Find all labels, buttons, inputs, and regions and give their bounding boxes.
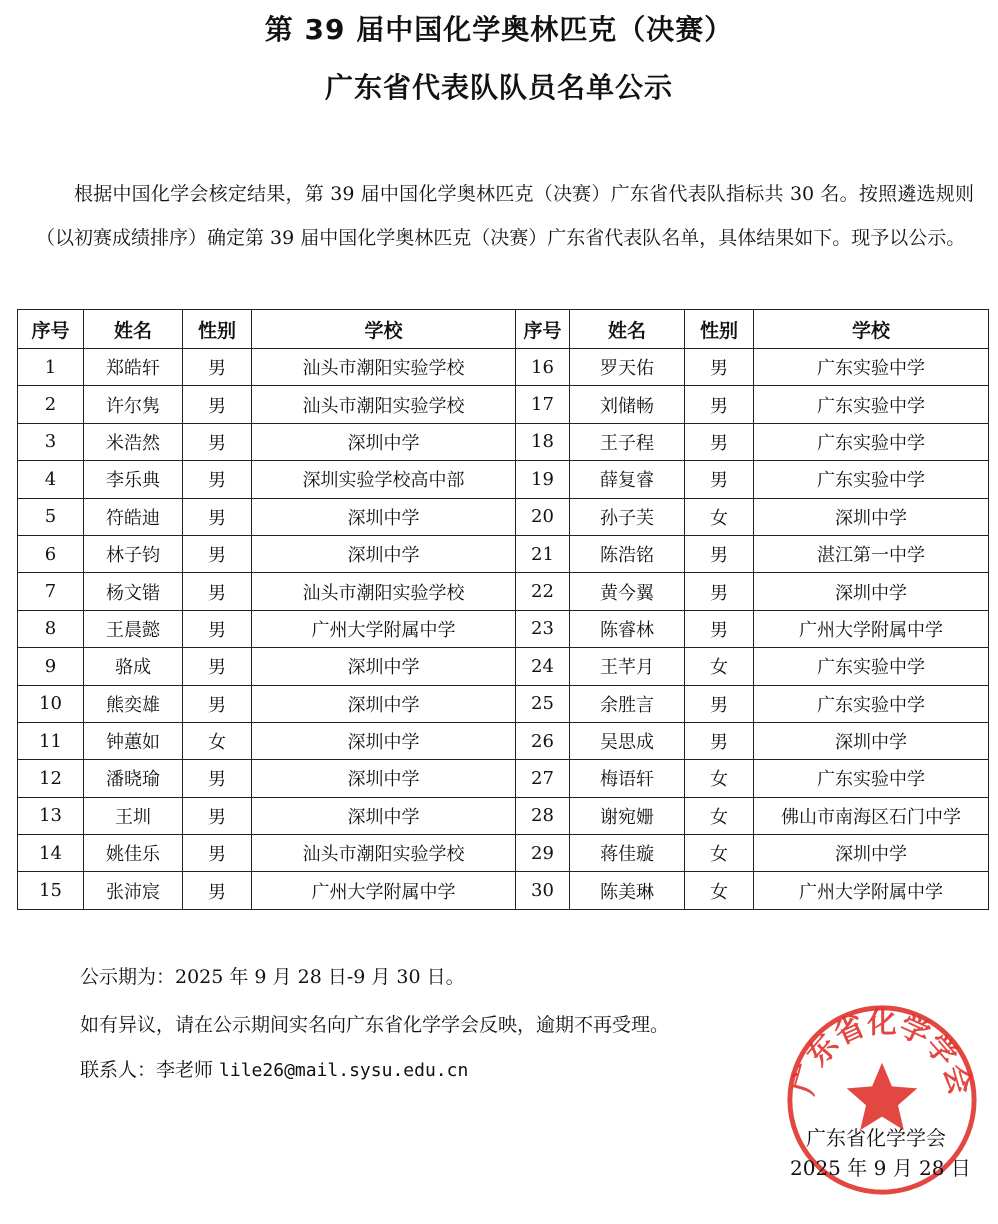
header-name-right: 姓名 (570, 310, 685, 349)
cell-index: 29 (516, 835, 570, 872)
intro-paragraph: 根据中国化学会核定结果，第 39 届中国化学奥林匹克（决赛）广东省代表队指标共 30 名。按照遴选规则（以初赛成绩排序）确定第 39 届中国化学奥林匹克（决赛）广东省代表队名单，具体结果如下。现予以公示。 (36, 183, 974, 249)
cell-index: 24 (516, 648, 570, 685)
cell-name: 陈睿林 (570, 610, 685, 647)
cell-school: 深圳中学 (754, 835, 989, 872)
cell-name: 林子钧 (84, 535, 183, 572)
cell-gender: 男 (183, 535, 252, 572)
cell-gender: 男 (183, 797, 252, 834)
cell-school: 深圳中学 (252, 423, 516, 460)
cell-gender: 男 (685, 461, 754, 498)
cell-index: 8 (18, 610, 84, 647)
cell-school: 深圳中学 (754, 722, 989, 759)
cell-gender: 女 (685, 797, 754, 834)
cell-index: 17 (516, 386, 570, 423)
cell-name: 陈美琳 (570, 872, 685, 909)
cell-gender: 男 (183, 349, 252, 386)
cell-school: 湛江第一中学 (754, 535, 989, 572)
cell-index: 9 (18, 648, 84, 685)
cell-gender: 女 (685, 498, 754, 535)
cell-name: 骆成 (84, 648, 183, 685)
cell-name: 符皓迪 (84, 498, 183, 535)
header-gender-left: 性别 (183, 310, 252, 349)
table-row (18, 685, 989, 722)
cell-index: 6 (18, 535, 84, 572)
header-index-left: 序号 (18, 310, 84, 349)
cell-school: 广东实验中学 (754, 685, 989, 722)
cell-name: 熊奕雄 (84, 685, 183, 722)
cell-index: 7 (18, 573, 84, 610)
cell-name: 米浩然 (84, 423, 183, 460)
cell-school: 汕头市潮阳实验学校 (252, 573, 516, 610)
cell-index: 22 (516, 573, 570, 610)
cell-gender: 女 (685, 648, 754, 685)
cell-gender: 男 (183, 872, 252, 909)
table-row (18, 610, 989, 647)
cell-name: 潘晓瑜 (84, 760, 183, 797)
cell-school: 深圳中学 (252, 648, 516, 685)
cell-index: 15 (18, 872, 84, 909)
table-row (18, 872, 989, 909)
cell-gender: 女 (685, 835, 754, 872)
cell-index: 16 (516, 349, 570, 386)
cell-school: 广东实验中学 (754, 648, 989, 685)
roster-body (18, 349, 989, 910)
cell-school: 广东实验中学 (754, 760, 989, 797)
cell-school: 广东实验中学 (754, 423, 989, 460)
cell-gender: 男 (183, 573, 252, 610)
cell-name: 王圳 (84, 797, 183, 834)
cell-index: 19 (516, 461, 570, 498)
cell-index: 14 (18, 835, 84, 872)
cell-gender: 女 (183, 722, 252, 759)
cell-name: 梅语轩 (570, 760, 685, 797)
cell-index: 10 (18, 685, 84, 722)
title-line-2: 广东省代表队队员名单公示 (324, 71, 673, 104)
header-index-right: 序号 (516, 310, 570, 349)
cell-name: 张沛宸 (84, 872, 183, 909)
cell-school: 深圳中学 (252, 535, 516, 572)
cell-school: 广东实验中学 (754, 386, 989, 423)
cell-name: 郑皓轩 (84, 349, 183, 386)
cell-gender: 男 (685, 349, 754, 386)
cell-index: 20 (516, 498, 570, 535)
table-row (18, 573, 989, 610)
cell-school: 深圳中学 (252, 797, 516, 834)
header-school-right: 学校 (754, 310, 989, 349)
cell-index: 18 (516, 423, 570, 460)
cell-school: 广州大学附属中学 (252, 872, 516, 909)
cell-index: 1 (18, 349, 84, 386)
seal-star-icon (847, 1063, 918, 1130)
cell-gender: 男 (685, 573, 754, 610)
table-row (18, 648, 989, 685)
table-row (18, 722, 989, 759)
cell-name: 王芊月 (570, 648, 685, 685)
signature-org: 广东省化学学会 (806, 1126, 946, 1150)
cell-gender: 男 (183, 386, 252, 423)
cell-school: 深圳中学 (754, 573, 989, 610)
cell-school: 广东实验中学 (754, 349, 989, 386)
title-line-1: 第 39 届中国化学奥林匹克（决赛） (264, 13, 734, 46)
cell-name: 刘储畅 (570, 386, 685, 423)
cell-gender: 女 (685, 872, 754, 909)
cell-name: 姚佳乐 (84, 835, 183, 872)
cell-gender: 男 (183, 610, 252, 647)
cell-index: 27 (516, 760, 570, 797)
table-row (18, 797, 989, 834)
cell-school: 广东实验中学 (754, 461, 989, 498)
cell-gender: 男 (183, 685, 252, 722)
header-name-left: 姓名 (84, 310, 183, 349)
table-row (18, 835, 989, 872)
cell-index: 23 (516, 610, 570, 647)
cell-school: 广州大学附属中学 (754, 610, 989, 647)
cell-name: 许尔隽 (84, 386, 183, 423)
table-row (18, 760, 989, 797)
table-row (18, 535, 989, 572)
cell-gender: 男 (183, 498, 252, 535)
cell-school: 汕头市潮阳实验学校 (252, 386, 516, 423)
cell-gender: 男 (183, 461, 252, 498)
contact-email: lile26@mail.sysu.edu.cn (219, 1060, 469, 1081)
cell-school: 深圳中学 (252, 722, 516, 759)
cell-index: 26 (516, 722, 570, 759)
cell-index: 5 (18, 498, 84, 535)
contact-label: 联系人：李老师 (80, 1059, 220, 1081)
cell-index: 12 (18, 760, 84, 797)
table-row (18, 349, 989, 386)
seal-text: 广东省化学学会 (786, 1005, 978, 1099)
cell-name: 孙子芙 (570, 498, 685, 535)
cell-name: 李乐典 (84, 461, 183, 498)
cell-index: 21 (516, 535, 570, 572)
cell-gender: 男 (685, 610, 754, 647)
cell-school: 佛山市南海区石门中学 (754, 797, 989, 834)
cell-gender: 男 (183, 423, 252, 460)
cell-school: 深圳实验学校高中部 (252, 461, 516, 498)
cell-school: 广州大学附属中学 (754, 872, 989, 909)
cell-gender: 男 (183, 835, 252, 872)
cell-gender: 男 (685, 722, 754, 759)
cell-school: 汕头市潮阳实验学校 (252, 835, 516, 872)
cell-index: 11 (18, 722, 84, 759)
cell-index: 2 (18, 386, 84, 423)
cell-school: 深圳中学 (252, 498, 516, 535)
cell-name: 钟蕙如 (84, 722, 183, 759)
cell-index: 3 (18, 423, 84, 460)
table-row (18, 461, 989, 498)
cell-school: 深圳中学 (252, 760, 516, 797)
cell-gender: 男 (183, 760, 252, 797)
header-school-left: 学校 (252, 310, 516, 349)
cell-name: 蒋佳璇 (570, 835, 685, 872)
cell-school: 深圳中学 (754, 498, 989, 535)
cell-name: 黄今翼 (570, 573, 685, 610)
cell-name: 吴思成 (570, 722, 685, 759)
table-row (18, 423, 989, 460)
cell-school: 深圳中学 (252, 685, 516, 722)
signature-date: 2025 年 9 月 28 日 (790, 1156, 971, 1180)
cell-school: 广州大学附属中学 (252, 610, 516, 647)
cell-index: 25 (516, 685, 570, 722)
cell-gender: 女 (685, 760, 754, 797)
table-row (18, 498, 989, 535)
notice-period: 公示期为：2025 年 9 月 28 日-9 月 30 日。 (80, 966, 465, 988)
contact-line (80, 1055, 468, 1082)
cell-gender: 男 (685, 423, 754, 460)
cell-name: 王子程 (570, 423, 685, 460)
table-row (18, 386, 989, 423)
cell-name: 谢宛姗 (570, 797, 685, 834)
cell-index: 13 (18, 797, 84, 834)
header-gender-right: 性别 (685, 310, 754, 349)
cell-gender: 男 (685, 386, 754, 423)
cell-name: 杨文锴 (84, 573, 183, 610)
cell-name: 陈浩铭 (570, 535, 685, 572)
cell-school: 汕头市潮阳实验学校 (252, 349, 516, 386)
objection-note: 如有异议，请在公示期间实名向广东省化学学会反映，逾期不再受理。 (80, 1014, 670, 1036)
cell-name: 薛复睿 (570, 461, 685, 498)
cell-index: 4 (18, 461, 84, 498)
cell-name: 王晨懿 (84, 610, 183, 647)
cell-name: 罗天佑 (570, 349, 685, 386)
cell-gender: 男 (685, 685, 754, 722)
cell-index: 30 (516, 872, 570, 909)
cell-gender: 男 (183, 648, 252, 685)
table-header-row (18, 310, 989, 349)
cell-gender: 男 (685, 535, 754, 572)
cell-index: 28 (516, 797, 570, 834)
roster-table (17, 309, 989, 910)
cell-name: 余胜言 (570, 685, 685, 722)
